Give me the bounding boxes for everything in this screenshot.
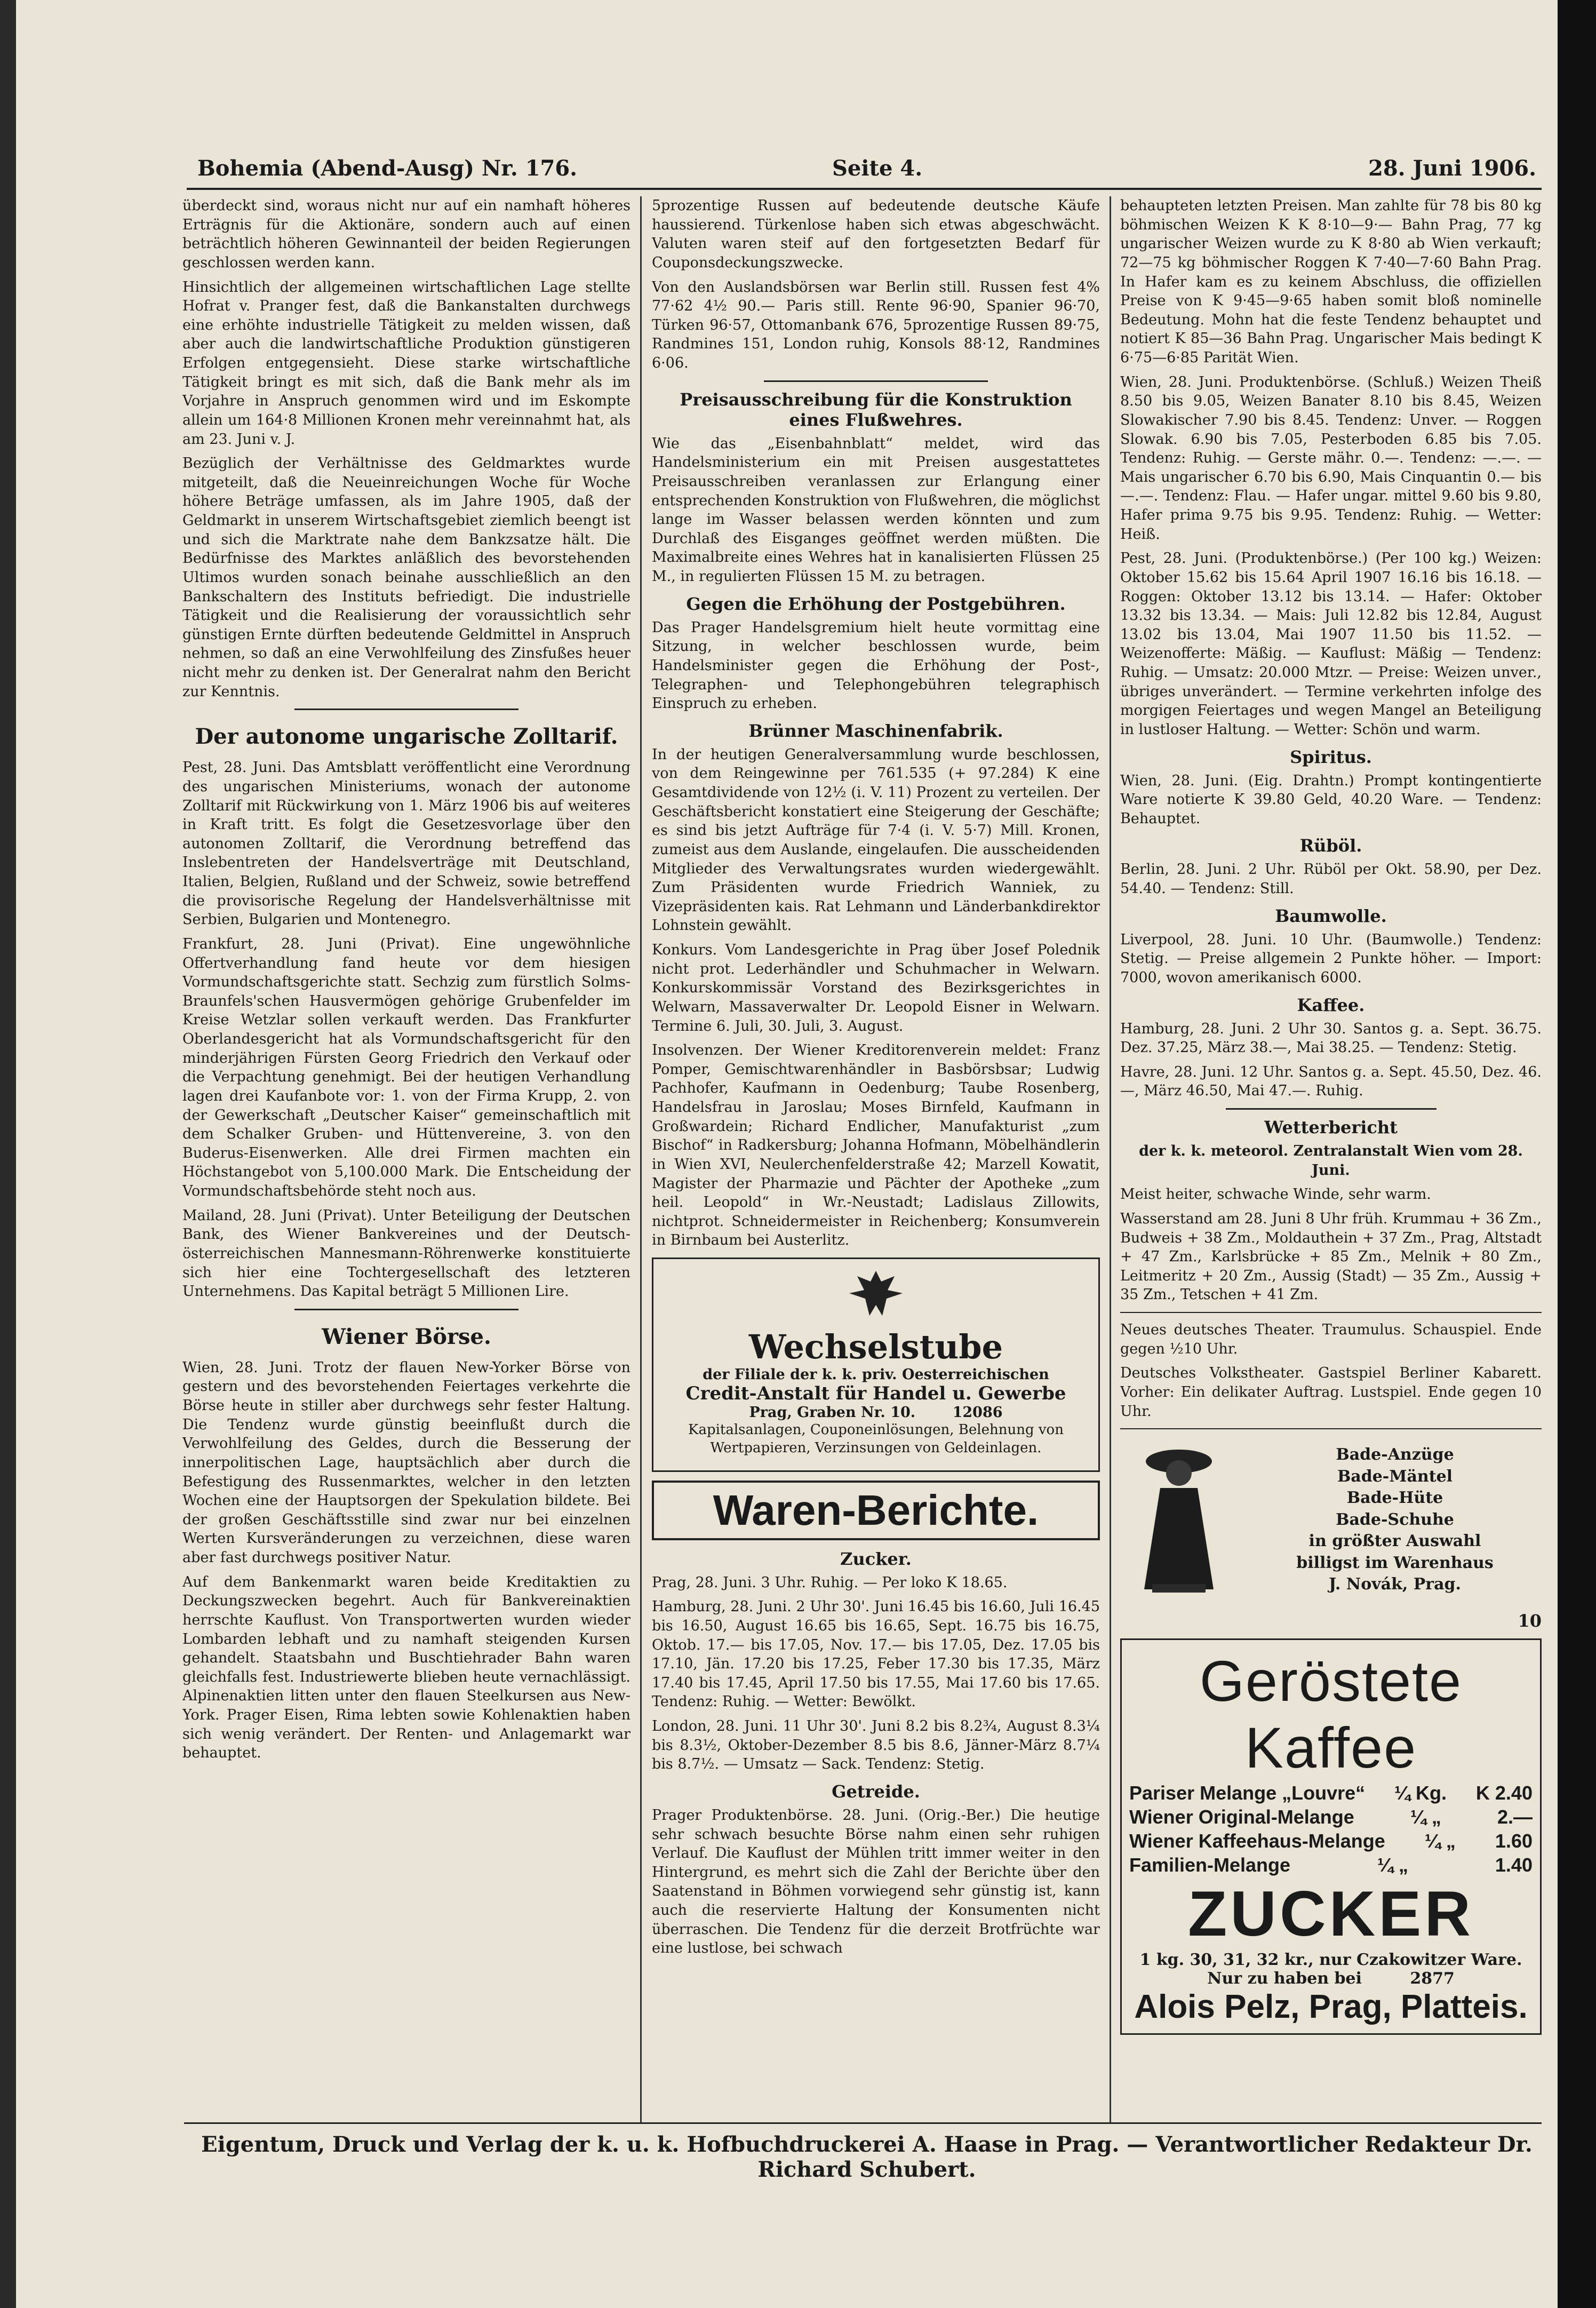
- subhead-spiritus: Spiritus.: [1290, 746, 1372, 767]
- section-rule: [1120, 1428, 1542, 1429]
- market-report: Liverpool, 28. Juni. 10 Uhr. (Baumwolle.) Tendenz: Stetig. — Preise allgemein 2 Punkte höher. — Import: 7000, wovon amerikanisch 6000.: [1120, 931, 1542, 986]
- ad-line: Bade-Mäntel: [1337, 1467, 1453, 1486]
- article-paragraph: überdeckt sind, woraus nicht nur auf ein namhaft höheres Erträgnis für die Aktionäre, sondern auch auf einen beträchtlich höheren Gewinnanteil der beiden Regierungen geschlossen werden kann.: [182, 197, 631, 271]
- market-report: Prager Produktenbörse. 28. Juni. (Orig.-Ber.) Die heutige sehr schwach besuchte Börse nahm einen sehr ruhigen Verlauf. Die Kauflust der Mühlen tritt immer weiter in den Hintergrund, es mehrt sich die Zahl der Berichte über den Saatenstand in Böhmen vorwiegend sehr günstig ist, kann auch die reservierte Haltung der Konsumenten nicht überraschen. Die Tendenz für die derzeit Brotfrüchte war eine lustlose, bei schwach: [652, 1806, 1100, 1957]
- bade-text: [1248, 1444, 1542, 1596]
- kaffee-price-list: [1129, 1781, 1533, 1877]
- header-publication: Bohemia (Abend-Ausg) Nr. 176.: [197, 156, 578, 181]
- theater-listing: Neues deutsches Theater. Traumulus. Schauspiel. Ende gegen ½10 Uhr.: [1120, 1322, 1542, 1357]
- footer-rule: [184, 2122, 1542, 2124]
- headline-zolltarif: Der autonome ungarische Zolltarif.: [195, 724, 618, 750]
- market-report: Wien, 28. Juni. (Eig. Drahtn.) Prompt kontingentierte Ware notierte K 39.80 Geld, 40.20 Ware. — Tendenz: Behauptet.: [1120, 772, 1542, 827]
- section-rule: [1226, 1108, 1437, 1110]
- ad-address: Prag, Graben Nr. 10.: [749, 1404, 916, 1421]
- ad-line: Bade-Schuhe: [1336, 1510, 1454, 1529]
- kaffee-price: 1.40: [1495, 1854, 1533, 1876]
- kaffee-name: Wiener Kaffeehaus-Melange: [1129, 1830, 1385, 1852]
- ad-line: billigst im Warenhaus: [1296, 1553, 1494, 1572]
- article-paragraph: Wie das „Eisenbahnblatt“ meldet, wird das Handelsministerium ein mit Preisen ausgestattetes Preisausschreiben veranlassen zur Erlangung einer entsprechenden Konstruktion von Flußwehren, die möglichst lange im Wasser belassen werden könnten und zum Durchlaß des Eisganges geöffnet werden müßten. Die Maximalbreite eines Wehres hat in kanalisierten Flüssen 25 M., in regulierten Flüssen 15 M. zu betragen.: [652, 435, 1100, 585]
- kaffee-qty: ¼ „: [1424, 1830, 1456, 1852]
- zucker-ad-title: ZUCKER: [1188, 1878, 1474, 1950]
- wechselstube-ad: [652, 1258, 1100, 1472]
- kaffee-zucker-ad: [1120, 1638, 1542, 2035]
- ad-line: Bade-Anzüge: [1336, 1445, 1454, 1465]
- page-edge: [1558, 0, 1596, 2308]
- article-paragraph: Pest, 28. Juni. Das Amtsblatt veröffentlicht eine Verordnung des ungarischen Ministeriums, wonach der autonome Zolltarif mit Rückwirkung von 1. März 1906 bis auf weiteres in Kraft tritt. Es folgt die Gesetzesvorlage über den autonomen Zolltarif, die Verordnung betreffend das Inslebentreten der Handelsverträge mit Deutschland, Italien, Belgien, Rußland und der Schweiz, sowie betreffend die provisorische Regelung der Handelsverhältnisse mit Serbien, Bulgarien und Montenegro.: [182, 759, 631, 928]
- article-paragraph: Konkurs. Vom Landesgerichte in Prag über Josef Polednik nicht prot. Lederhändler und Schuhmacher in Welwarn. Konkurskommissär Vorstand des Bezirksgerichtes in Welwarn, Massaverwalter Dr. Leopold Eisner in Welwarn. Termine 6. Juli, 30. Juli, 3. August.: [652, 942, 1100, 1034]
- ad-line: [1129, 1969, 1533, 1988]
- kaffee-name: Pariser Melange „Louvre“: [1129, 1782, 1366, 1804]
- ad-line: Bade-Hüte: [1346, 1489, 1443, 1508]
- subhead-getreide: Getreide.: [832, 1781, 920, 1802]
- market-report: behaupteten letzten Preisen. Man zahlte für 78 bis 80 kg böhmischen Weizen K K 8·10—9·— Bahn Prag, 77 kg ungarischer Weizen wurde zu K 8·80 ab Wien verkauft; 72—75 kg böhmischer Roggen K 7·40—7·60 Bahn Prag. In Hafer kam es zu keinem Abschluss, die offiziellen Preise von K 9·45—9·65 haben somit bloß nominelle Bedeutung. Mohn hat die feste Tendenz behauptet und notiert K 85—36 Bahn Prag. Ungarischer Mais bedingt K 6·75—6·85 Parität Wien.: [1120, 197, 1542, 366]
- ad-line: der Filiale der k. k. priv. Oesterreichischen: [703, 1366, 1049, 1383]
- kaffee-price-row: [1129, 1805, 1533, 1829]
- kaffee-price: K 2.40: [1475, 1782, 1533, 1804]
- article-paragraph: Insolvenzen. Der Wiener Kreditorenverein meldet: Franz Pomper, Gemischtwarenhändler in Basbörsbsar; Ludwig Pachhofer, Kaufmann in Oedenburg; Taube Rosenberg, Handelsfrau in Jaroslau; Moses Birnfeld, Kaufmann in Großwardein; Richard Endlicher, Manufakturist „zum Bischof“ in Radkersburg; Johanna Hofmann, Möbelhändlerin in Wien XVI, Neulerchenfelderstraße 42; Marzell Kowatit, Magister der Pharmazie und Pächter der Apotheke „zum heil. Leopold“ in Wr.-Neustadt; Ladislaus Zillowits, nichtprot. Schneidermeister in Reichenberg; Konsumverein in Birnbaum bei Austerlitz.: [652, 1042, 1100, 1249]
- kaffee-price: 2.—: [1497, 1806, 1533, 1828]
- bade-ad: [1120, 1440, 1542, 1600]
- headline-flusswehr: Preisausschreibung für die Konstruktion eines Flußwehres.: [680, 389, 1072, 430]
- bather-illustration-icon: [1120, 1440, 1238, 1600]
- ad-number: 10: [1518, 1611, 1542, 1631]
- article-paragraph: Auf dem Bankenmarkt waren beide Kreditaktien zu Deckungszwecken begehrt. Auch für Bankvereinaktien herrschte Kauflust. Von Transportwerten wurden wieder Lombarden lebhaft und zu namhaft steigenden Kursen gehandelt. Staatsbahn und Buschtiehrader Bahn waren gleichfalls fest. Industriewerte blieben heute vernachlässigt. Alpinenaktien litten unter den flauen Steelkursen aus New-York. Prager Eisen, Rima lebten sowie Kohlenaktien haben sich wenig verändert. Der Renten- und Anlagemarkt war behauptet.: [182, 1573, 631, 1762]
- page-header: [197, 156, 1536, 188]
- section-rule: [294, 1309, 518, 1310]
- subhead-kaffee: Kaffee.: [1297, 994, 1365, 1015]
- market-report: Hamburg, 28. Juni. 2 Uhr 30. Santos g. a. Sept. 36.75. Dez. 37.25, März 38.—, Mai 38.25. — Tendenz: Stetig.: [1120, 1020, 1542, 1056]
- headline-wetterbericht: Wetterbericht: [1264, 1117, 1398, 1137]
- article-paragraph: Wien, 28. Juni. Trotz der flauen New-Yorker Börse von gestern und des bevorstehenden Feiertages verkehrte die Börse heute in stiller aber durchwegs sehr fester Haltung. Die Tendenz wurde günstig beeinflußt durch die Verwohlfeilung des Geldes, durch die Besserung der innerpolitischen Lage, hauptsächlich aber durch die Befestigung des Russenmarktes, welcher in den letzten Wochen eine der Hauptsorgen der Spekulation bildete. Bei der großen Geschäftsstille sind zwar nur bei einzelnen Werten Kursveränderungen zu verzeichnen, diese waren aber fast durchwegs positiver Natur.: [182, 1359, 631, 1566]
- kaffee-name: Familien-Melange: [1129, 1854, 1291, 1876]
- article-paragraph: 5prozentige Russen auf bedeutende deutsche Käufe haussierend. Türkenlose haben sich etwas abgeschwächt. Valuten waren steif auf den fortgesetzten Bedarf für Couponsdeckungszwecke.: [652, 197, 1100, 271]
- kaffee-price-row: [1129, 1853, 1533, 1877]
- market-report: Wien, 28. Juni. Produktenbörse. (Schluß.) Weizen Theiß 8.50 bis 9.05, Weizen Banater 8.10 bis 8.45, Weizen Slowakischer 7.90 bis 8.45. Tendenz: Unver. — Roggen Slowak. 6.90 bis 7.05, Pesterboden 6.85 bis 7.05. Tendenz: Ruhig. — Gerste mähr. 0.—. Tendenz: —.—. — Mais ungarischer 6.70 bis 6.90, Mais Cinquantin 0.— bis —.—. Tendenz: Flau. — Hafer ungar. mittel 9.60 bis 9.80, Hafer prima 9.75 bis 9.95. Tendenz: Ruhig. — Wetter: Heiß.: [1120, 373, 1542, 543]
- subhead-zucker: Zucker.: [840, 1548, 912, 1569]
- header-page-number: Seite 4.: [832, 156, 923, 181]
- article-paragraph: Bezüglich der Verhältnisse des Geldmarktes wurde mitgeteilt, daß die Neueinreichungen Woche für Woche höhere Beträge umfassen, als im Jahre 1905, daß der Geldmarkt in unserem Wirtschaftsgebiet ziemlich beengt ist und sich die Marktrate nahe dem Bankzsatze hält. Die Bedürfnisse des Marktes anläßlich des bevorstehenden Ultimos wurden sonach beinahe ausschließlich an den Bankschaltern des Instituts befriedigt. Die industrielle Tätigkeit und die Realisierung der voraussichtlich sehr günstigen Ernte dürften bedeutende Geldmittel in Anspruch nehmen, so daß an eine Verwohlfeilung des Zinsfußes heuer nicht mehr zu denken ist. Der Generalrat nahm den Bericht zur Kenntnis.: [182, 455, 631, 700]
- market-report: Prag, 28. Juni. 3 Uhr. Ruhig. — Per loko K 18.65.: [652, 1574, 1008, 1591]
- weather-text: Meist heiter, schwache Winde, sehr warm.: [1120, 1186, 1431, 1203]
- wetter-source: der k. k. meteorol. Zentralanstalt Wien vom 28. Juni.: [1139, 1143, 1523, 1179]
- eagle-crest-icon: [844, 1267, 908, 1320]
- column-divider: [640, 196, 642, 2122]
- kaffee-qty: ¼ „: [1410, 1806, 1441, 1828]
- market-report: Havre, 28. Juni. 12 Uhr. Santos g. a. Sept. 45.50, Dez. 46.—, März 46.50, Mai 47.—. Ruhig.: [1120, 1063, 1542, 1100]
- water-level-text: Wasserstand am 28. Juni 8 Uhr früh. Krummau + 36 Zm., Budweis + 38 Zm., Moldauthein + 37 Zm., Prag, Altstadt + 47 Zm., Karlsbrücke + 85 Zm., Melnik + 80 Zm., Leitmeritz + 20 Zm., Aussig (Stadt) — 35 Zm., Aussig + 35 Zm., Tetschen + 41 Zm.: [1120, 1210, 1542, 1303]
- section-rule: [764, 380, 988, 382]
- market-report: Hamburg, 28. Juni. 2 Uhr 30'. Juni 16.45 bis 16.60, Juli 16.45 bis 16.50, August 16.65 bis 16.65, Sept. 16.75 bis 16.75, Oktob. 17.— bis 17.05, Nov. 17.— bis 17.05, Dez. 17.05 bis 17.10, Jän. 17.20 bis 17.25, Feber 17.30 bis 17.35, März 17.40 bis 17.45, April 17.50 bis 17.55, Mai 17.60 bis 17.65. Tendenz: Ruhig. — Wetter: Bewölkt.: [652, 1598, 1100, 1710]
- waren-berichte-title: Waren-Berichte.: [652, 1481, 1100, 1540]
- headline-postgebuehren: Gegen die Erhöhung der Postgebühren.: [686, 593, 1066, 614]
- market-report: Berlin, 28. Juni. 2 Uhr. Rüböl per Okt. 58.90, per Dez. 54.40. — Tendenz: Still.: [1120, 861, 1542, 897]
- pelz-ad-name: Alois Pelz, Prag, Platteis.: [1134, 1988, 1528, 2026]
- article-paragraph: Frankfurt, 28. Juni (Privat). Eine ungewöhnliche Offertverhandlung fand heute vor dem hiesigen Vormundschaftsgerichte statt. Sechzig zum fürstlich Solms-Braunfels'schen Hausvermögen gehörige Grubenfelder im Kreise Wetzlar sollen verkauft werden. Das Frankfurter Oberlandesgericht hat als Vormundschaftsgericht für den minderjährigen Fürsten Georg Friedrich den Verkauf oder die Verpachtung genehmigt. Bei der heutigen Verhandlung lagen drei Kaufanbote vor: 1. von der Firma Krupp, 2. von der Gewerkschaft „Deutscher Kaiser“ gemeinschaftlich mit dem Schalker Gruben- und Hüttenvereine, 3. von den Buderus-Eisenwerken. Alle drei Firmen machten ein Höchstangebot von 5,100.000 Mark. Die Entscheidung der Vormundschaftsbehörde steht noch aus.: [182, 935, 631, 1199]
- section-rule: [1120, 1312, 1542, 1313]
- column-1: [182, 196, 631, 2122]
- kaffee-ad-title: Geröstete Kaffee: [1199, 1649, 1463, 1780]
- subhead-rueboel: Rüböl.: [1299, 835, 1362, 856]
- ad-number: 2877: [1410, 1969, 1455, 1988]
- column-3: [1120, 196, 1542, 2122]
- kaffee-name: Wiener Original-Melange: [1129, 1806, 1354, 1828]
- ad-line: Credit-Anstalt für Handel u. Gewerbe: [685, 1383, 1066, 1404]
- ad-line: 1 kg. 30, 31, 32 kr., nur Czakowitzer Ware.: [1139, 1951, 1522, 1970]
- ad-line: [661, 1404, 1091, 1421]
- column-divider: [1110, 196, 1111, 2122]
- kaffee-price: 1.60: [1495, 1830, 1533, 1852]
- theater-listing: Deutsches Volkstheater. Gastspiel Berliner Kabarett. Vorher: Ein delikater Auftrag. Lustspiel. Ende gegen 10 Uhr.: [1120, 1365, 1542, 1420]
- kaffee-qty: ¼ Kg.: [1394, 1782, 1447, 1804]
- article-paragraph: Hinsichtlich der allgemeinen wirtschaftlichen Lage stellte Hofrat v. Pranger fest, daß die Bankanstalten durchwegs eine erhöhte industrielle Tätigkeit zu melden wissen, daß aber auch die landwirtschaftliche Produktion günstigeren Erfolgen entgegensieht. Diese starke wirtschaftliche Tätigkeit bringt es mit sich, daß die Bank mehr als im Vorjahre in Anspruch genommen wird und im Eskompte allein um 164·8 Millionen Kronen mehr vereinnahmt hat, als am 23. Juni v. J.: [182, 278, 631, 448]
- market-report: London, 28. Juni. 11 Uhr 30'. Juni 8.2 bis 8.2¾, August 8.3¼ bis 8.3½, Oktober-Dezember 8.5 bis 8.6, Jänner-März 8.7¼ bis 8.7½. — Umsatz — Sack. Tendenz: Stetig.: [652, 1718, 1100, 1773]
- article-paragraph: In der heutigen Generalversammlung wurde beschlossen, von dem Reingewinne per 761.535 (+ 97.284) K eine Gesamtdividende von 12½ (i. V. 11) Prozent zu verteilen. Der Geschäftsbericht konstatiert eine Steigerung der Geschäfte; es sind bis jetzt Aufträge für 7·4 (i. V. 5·7) Mill. Kronen, zumeist aus dem Auslande, eingelaufen. Die ausscheidenden Mitglieder des Verwaltungsrates wurden wiedergewählt. Zum Präsidenten wurde Friedrich Wanniek, zu Vizepräsidenten kais. Rat Lehmann und Länderbankdirektor Lohnstein gewählt.: [652, 746, 1100, 934]
- article-paragraph: Von den Auslandsbörsen war Berlin still. Russen fest 4% 77·62 4½ 90.— Paris still. Rente 96·90, Spanier 96·70, Türken 96·57, Ottomanbank 676, 5prozentige Russen 89·75, Randmines 151, London ruhig, Konsols 88·12, Randmines 6·06.: [652, 278, 1100, 371]
- ad-number: 12086: [952, 1404, 1003, 1421]
- column-2: [652, 196, 1100, 2122]
- headline-wiener-boerse: Wiener Börse.: [322, 1324, 491, 1349]
- header-date: 28. Juni 1906.: [1368, 156, 1536, 181]
- headline-maschinenfabrik: Brünner Maschinenfabrik.: [748, 720, 1003, 741]
- ad-line: in größter Auswahl: [1308, 1532, 1481, 1551]
- kaffee-price-row: [1129, 1829, 1533, 1853]
- kaffee-qty: ¼ „: [1377, 1854, 1408, 1876]
- kaffee-price-row: [1129, 1781, 1533, 1805]
- ad-line: Kapitalsanlagen, Couponeinlösungen, Belehnung von Wertpapieren, Verzinsungen von Geldeinlagen.: [688, 1422, 1064, 1457]
- subhead-baumwolle: Baumwolle.: [1275, 905, 1387, 926]
- market-report: Pest, 28. Juni. (Produktenbörse.) (Per 100 kg.) Weizen: Oktober 15.62 bis 15.64 April 1907 16.16 bis 16.18. — Roggen: Oktober 13.12 bis 13.14. — Hafer: Oktober 13.32 bis 13.34. — Mais: Juli 12.82 bis 12.84, August 13.02 bis 13.04, Mai 1907 11.50 bis 11.52. — Weizenofferte: Mäßig. — Kauflust: Mäßig — Tendenz: Ruhig. — Umsatz: 20.000 Mtzr. — Preise: Weizen unver., übriges unverändert. — Termine verkehrten infolge des morgigen Feiertages und wegen Mangel an Beteiligung in lustloser Haltung. — Wetter: Schön und warm.: [1120, 550, 1542, 738]
- article-paragraph: Das Prager Handelsgremium hielt heute vormittag eine Sitzung, in welcher beschlossen wurde, beim Handelsminister gegen die Erhöhung der Post-, Telegraphen- und Telephongebühren telegraphisch Einspruch zu erheben.: [652, 619, 1100, 712]
- article-paragraph: Mailand, 28. Juni (Privat). Unter Beteiligung der Deutschen Bank, des Wiener Bankvereines und der Deutsch-österreichischen Mannesmann-Röhrenwerke konstituierte sich hier eine Tochtergesellschaft des letzteren Unternehmens. Das Kapital beträgt 5 Millionen Lire.: [182, 1207, 631, 1300]
- imprint-footer: Eigentum, Druck und Verlag der k. u. k. Hofbuchdruckerei A. Haase in Prag. — Verantwortlicher Redakteur Dr. Richard Schubert.: [201, 2132, 1533, 2182]
- ad-line-text: Nur zu haben bei: [1207, 1969, 1362, 1988]
- section-rule: [294, 709, 518, 710]
- ad-line: J. Novák, Prag.: [1329, 1575, 1461, 1594]
- wechselstube-title: Wechselstube: [748, 1327, 1003, 1366]
- header-rule: [187, 188, 1542, 190]
